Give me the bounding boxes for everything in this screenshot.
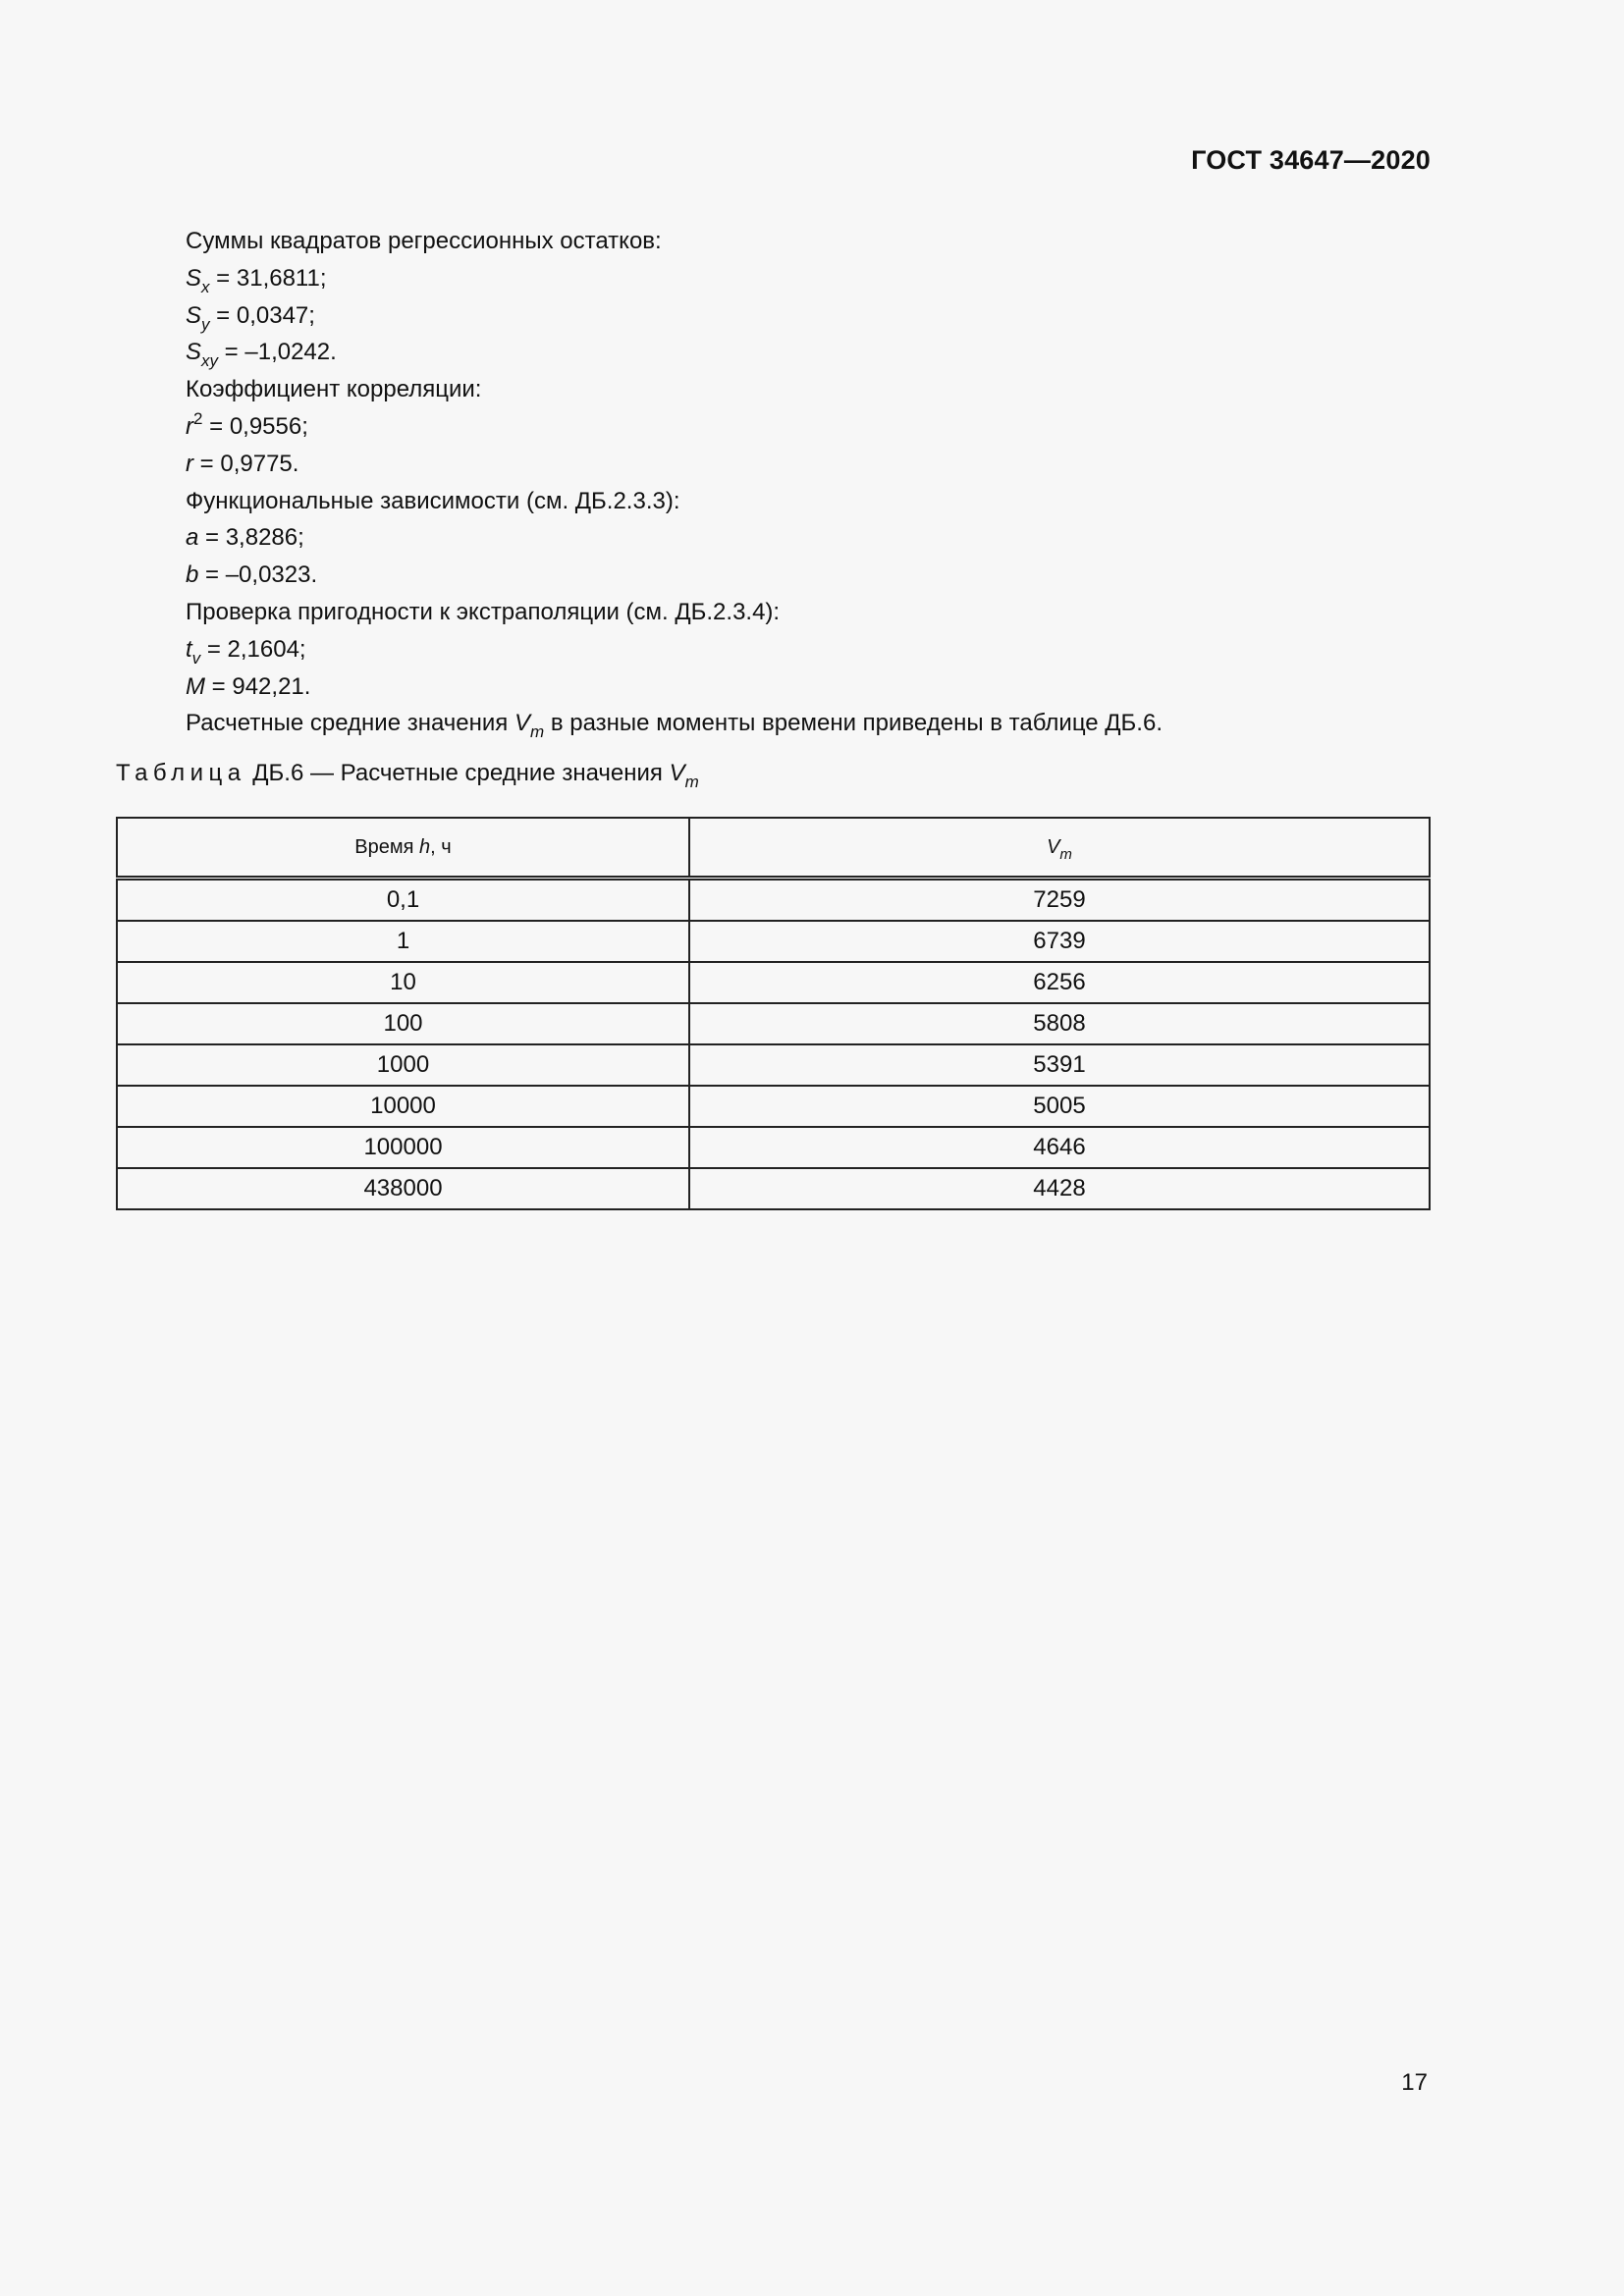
formula-b: b = –0,0323. [186,561,318,589]
formula-tv: $t_v = 2,1604$; [186,635,306,667]
table-row [117,1044,1430,1086]
time-cell: 100000 [117,1127,689,1168]
time-cell: 1000 [117,1044,689,1086]
vm-cell: 5005 [689,1086,1430,1127]
table-row [117,879,1430,922]
time-cell: 438000 [117,1168,689,1209]
vm-cell: 7259 [689,879,1430,922]
table-row [117,1003,1430,1044]
correlation-heading: Коэффициент корреляции: [186,376,482,403]
residuals-heading: Суммы квадратов регрессионных остатков: [186,228,662,254]
table-row [117,1086,1430,1127]
table-row [117,1168,1430,1209]
column-header-time: Время h, ч [117,818,689,879]
formula-r: r = 0,9775. [186,450,299,477]
vm-cell: 5391 [689,1044,1430,1086]
page-number: 17 [1401,2069,1428,2096]
formula-sx: $S_x = 31,6811$; [186,264,327,296]
time-cell: 0,1 [117,879,689,922]
formula-sy: $S_y = 0,0347$; [186,301,315,334]
time-cell: 10 [117,962,689,1003]
vm-cell: 6739 [689,921,1430,962]
table-row [117,1127,1430,1168]
time-cell: 10000 [117,1086,689,1127]
document-body [186,223,1433,742]
formula-r-squared: $r^2 = 0,9556$; [186,408,308,440]
vm-cell: 5808 [689,1003,1430,1044]
vm-cell: 6256 [689,962,1430,1003]
table-caption: Таблица ДБ.6 — Расчетные средние значения $V_m$ [116,760,699,791]
table-row [117,962,1430,1003]
functional-heading: Функциональные зависимости (см. ДБ.2.3.3): [186,487,680,514]
vm-cell: 4646 [689,1127,1430,1168]
table-row [117,921,1430,962]
vm-cell: 4428 [689,1168,1430,1209]
formula-m: M = 942,21. [186,672,311,700]
time-cell: 100 [117,1003,689,1044]
extrapolation-heading: Проверка пригодности к экстраполяции (см. ДБ.2.3.4): [186,598,781,625]
column-header-vm: $V_m$ [689,818,1430,879]
summary-paragraph: Расчетные средние значения $V_m$ в разные моменты времени приведены в таблице ДБ.6. [186,710,1163,742]
vm-values-table [116,817,1431,1210]
table-header-row [117,818,1430,879]
formula-a: a = 3,8286; [186,524,304,552]
formula-sxy: $S_{xy} = -1,0242$. [186,339,337,371]
document-code-header: ГОСТ 34647—2020 [1191,145,1431,175]
time-cell: 1 [117,921,689,962]
